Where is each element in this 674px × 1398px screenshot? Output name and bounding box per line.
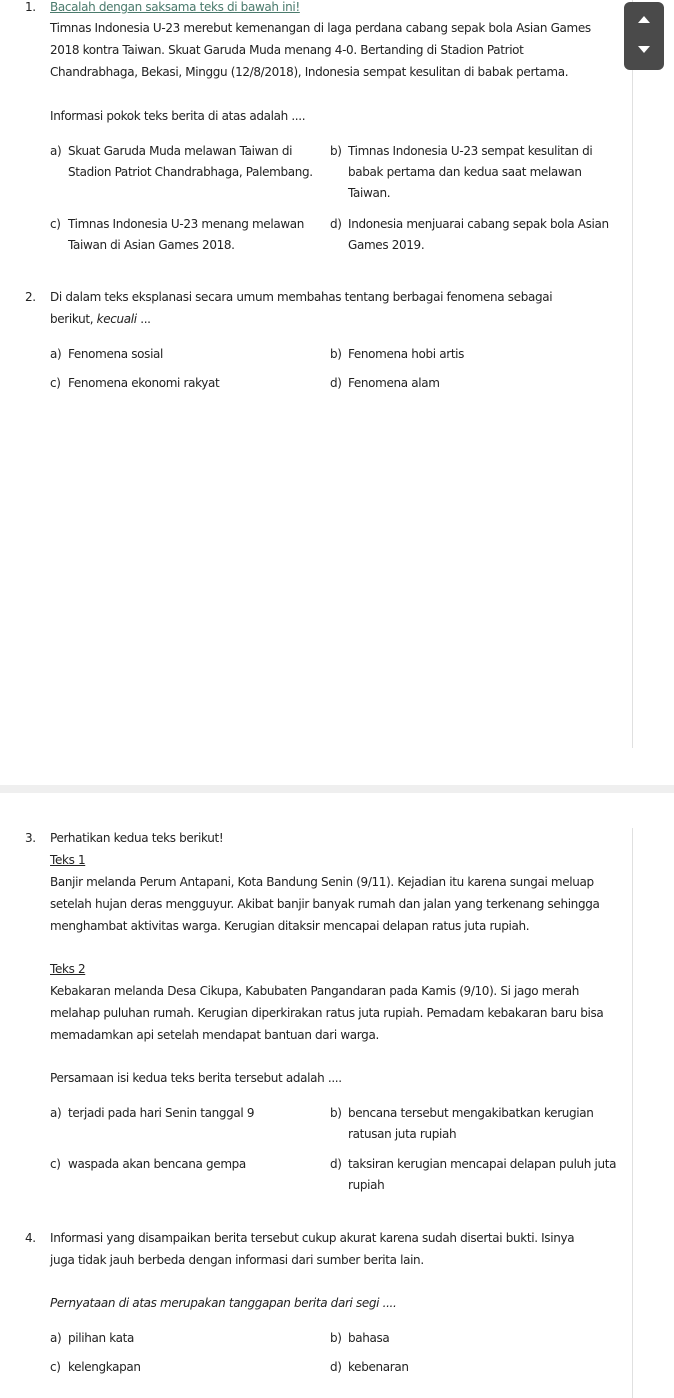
option-letter: a) [50,1106,62,1120]
option-c[interactable] [50,1357,320,1378]
option-text: Fenomena sosial [68,347,164,361]
option-text: Timnas Indonesia U-23 sempat kesulitan di babak pertama dan kedua saat melawan Taiwan. [348,144,593,200]
question-emphasis: kecuali [96,312,137,326]
question-number: 4. [25,1231,36,1245]
next-button[interactable] [624,36,664,70]
option-text: Skuat Garuda Muda melawan Taiwan di Stadion Patriot Chandrabhaga, Palembang. [68,144,313,179]
option-b[interactable] [330,1103,620,1145]
question-navigator [624,2,664,70]
question-number: 2. [25,290,36,304]
text-2-passage: Kebakaran melanda Desa Cikupa, Kabubaten Pangandaran pada Kamis (9/10). Si jago merah melahap puluhan rumah. Kerugian diperkirakan ratus juta rupiah. Pemadam kebakaran baru bisa memadamkan api setelah mendapat bantuan dari warga. [50,984,604,1042]
option-d[interactable] [330,373,620,394]
question-text: Informasi pokok teks berita di atas adalah .... [50,109,306,123]
option-letter: c) [50,1157,61,1171]
option-letter: b) [330,1331,342,1345]
option-b[interactable] [330,141,620,204]
question-number: 3. [25,831,36,845]
text-1-label: Teks 1 [50,853,86,867]
question-number: 1. [25,0,36,14]
option-letter: b) [330,144,342,158]
option-letter: b) [330,1106,342,1120]
option-text: bahasa [348,1331,390,1345]
option-letter: a) [50,144,62,158]
option-c[interactable] [50,1154,320,1175]
question-instruction-link[interactable]: Bacalah dengan saksama teks di bawah ini! [50,0,300,14]
option-text: pilihan kata [68,1331,134,1345]
option-text: kelengkapan [68,1360,141,1374]
option-text: Fenomena ekonomi rakyat [68,376,220,390]
option-letter: c) [50,1360,61,1374]
page-separator [0,785,674,793]
option-b[interactable] [330,344,620,365]
page-margin-line [632,828,633,1398]
option-text: Fenomena hobi artis [348,347,465,361]
previous-button[interactable] [624,2,664,36]
option-text: Indonesia menjuarai cabang sepak bola Asian Games 2019. [348,217,609,252]
option-a[interactable] [50,1103,320,1124]
text-1-passage: Banjir melanda Perum Antapani, Kota Bandung Senin (9/11). Kejadian itu karena sungai meluap setelah hujan deras mengguyur. Akibat banjir banyak rumah dan jalan yang terkenang sehingga menghambat aktivitas warga. Kerugian ditaksir mencapai delapan ratus juta rupiah. [50,875,600,933]
option-a[interactable] [50,1328,320,1349]
option-b[interactable] [330,1328,620,1349]
option-c[interactable] [50,373,320,394]
question-ellipsis: ... [140,312,151,326]
option-d[interactable] [330,1154,620,1196]
option-c[interactable] [50,214,320,256]
option-d[interactable] [330,214,620,256]
option-letter: c) [50,217,61,231]
question-text: Persamaan isi kedua teks berita tersebut adalah .... [50,1071,342,1085]
option-letter: c) [50,376,61,390]
question-text [50,286,590,330]
statement-text: Informasi yang disampaikan berita tersebut cukup akurat karena sudah disertai bukti. Isinya juga tidak jauh berbeda dengan informasi dari sumber berita lain. [50,1231,575,1267]
option-d[interactable] [330,1357,620,1378]
option-letter: a) [50,1331,62,1345]
worksheet-page-2 [0,793,674,1398]
option-text: Timnas Indonesia U-23 menang melawan Taiwan di Asian Games 2018. [68,217,305,252]
triangle-up-icon [638,16,650,23]
option-text: terjadi pada hari Senin tanggal 9 [68,1106,255,1120]
option-a[interactable] [50,344,320,365]
option-letter: a) [50,347,62,361]
news-passage: Timnas Indonesia U-23 merebut kemenangan di laga perdana cabang sepak bola Asian Games 2018 kontra Taiwan. Skuat Garuda Muda menang 4-0. Bertanding di Stadion Patriot Chandrabhaga, Bekasi, Minggu (12/8/2018), Indonesia sempat kesulitan di babak pertama. [50,21,591,79]
option-text: taksiran kerugian mencapai delapan puluh juta rupiah [348,1157,617,1192]
option-text: kebenaran [348,1360,409,1374]
option-letter: d) [330,376,342,390]
option-a[interactable] [50,141,320,183]
triangle-down-icon [638,46,650,53]
page-margin-line [632,0,633,748]
option-letter: d) [330,1157,342,1171]
option-text: Fenomena alam [348,376,440,390]
option-text: bencana tersebut mengakibatkan kerugian ratusan juta rupiah [348,1106,594,1141]
option-text: waspada akan bencana gempa [68,1157,246,1171]
option-letter: b) [330,347,342,361]
question-instruction: Perhatikan kedua teks berikut! [50,831,224,845]
question-main: Di dalam teks eksplanasi secara umum membahas tentang berbagai fenomena sebagai berikut, [50,290,553,326]
text-2-label: Teks 2 [50,962,86,976]
option-letter: d) [330,1360,342,1374]
option-letter: d) [330,217,342,231]
question-text: Pernyataan di atas merupakan tanggapan berita dari segi .... [50,1296,397,1310]
